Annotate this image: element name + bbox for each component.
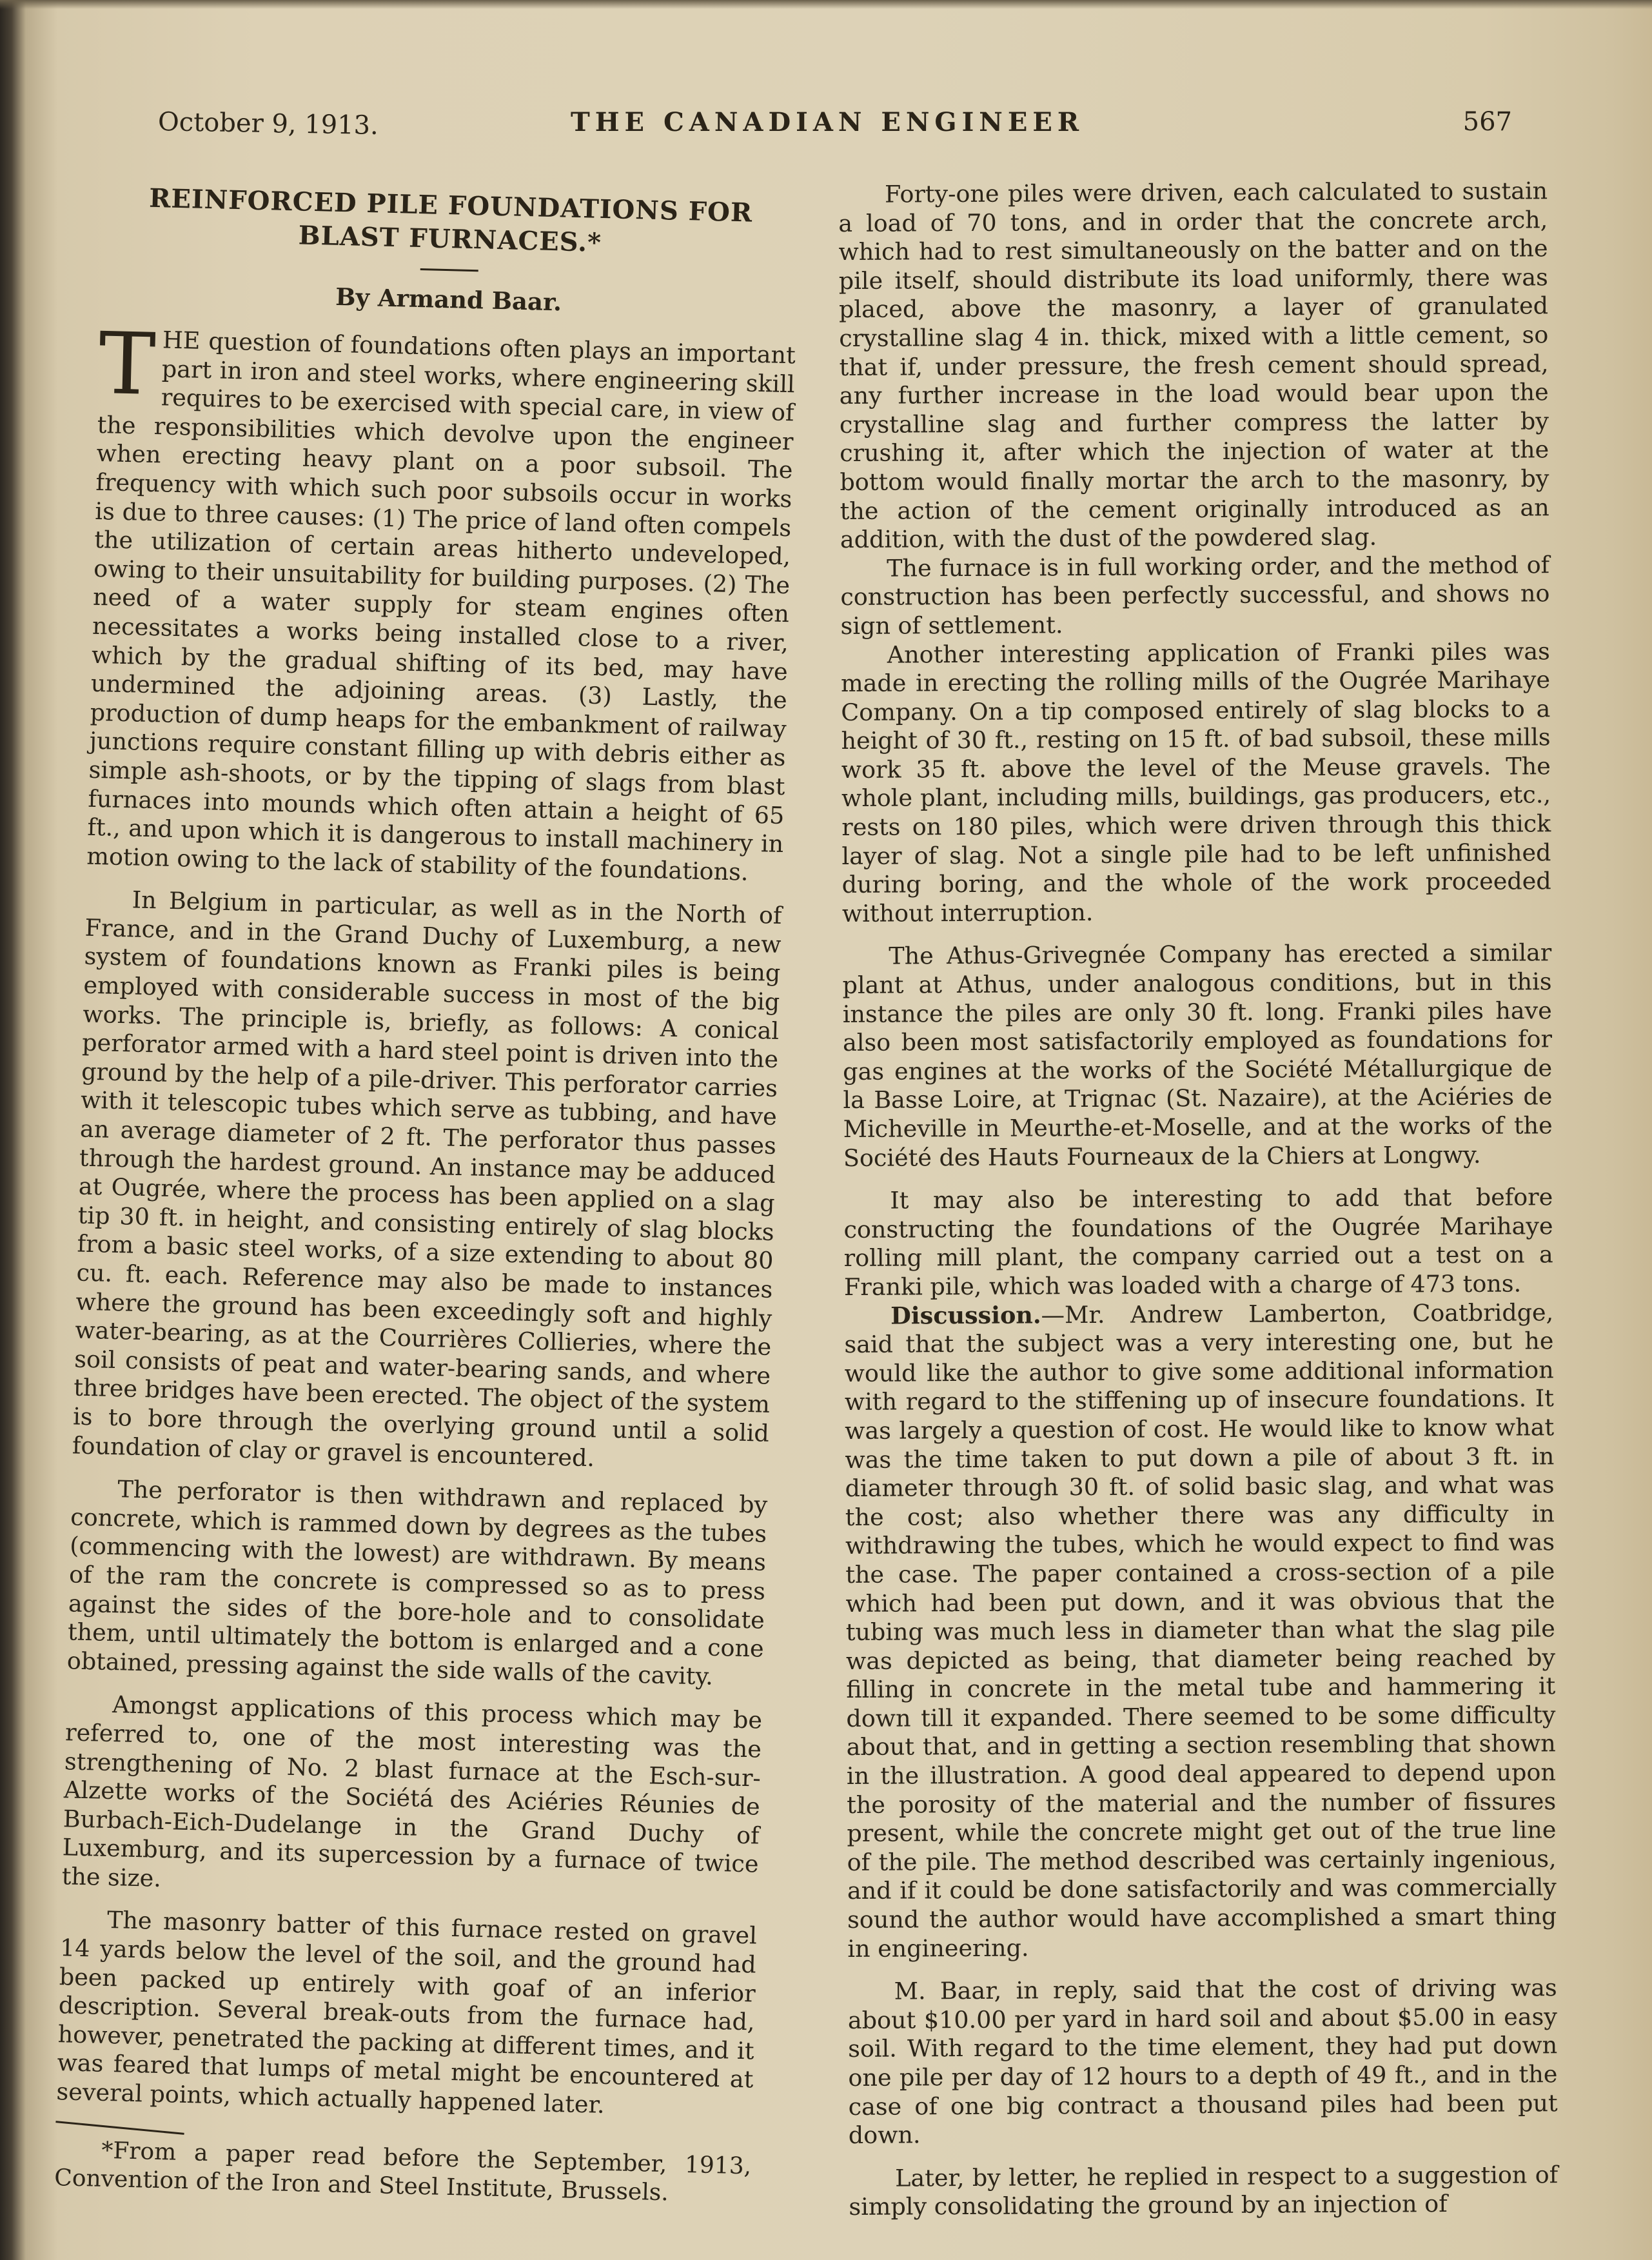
header-date: October 9, 1913.: [157, 107, 379, 141]
paragraph: Amongst applications of this process which may be referred to, one of the most interesting was the strengthening of No. 2 blast furnace at the Esch-sur-Alzette works of the Sociétá des Aciéries Réunies de Burbach-Eich-Dudelange in the Grand Duchy of Luxemburg, and its supercession by a furnace of twice the size.: [61, 1690, 763, 1892]
footnote: *From a paper read before the September, 1913, Convention of the Iron and Steel Institute, Brussels.: [54, 2137, 752, 2206]
page-edge-shadow: [0, 0, 1652, 9]
paragraph: Later, by letter, he replied in respect to a suggestion of simply consolidating the ground by an injection of: [849, 2160, 1559, 2221]
paragraph: THE question of foundations often plays an important part in iron and steel works, where engineering skill requires to be exercised with special care, in view of the responsibilities which devolve upon the engineer when erecting heavy plant on a poor subsoil. The frequency with which such poor subsoils occur in works is due to three causes: (1) The price of land often compels the utilization of certain areas hitherto undeveloped, owing to their unsuitability for building purposes. (2) The need of a water supply for steam engines often necessitates a works being installed close to a river, which by the gradual shifting of its bed, may have undermined the adjoining areas. (3) Lastly, the production of dump heaps for the embankment of railway junctions require constant filling up with debris either as simple ash-shoots, or by the tipping of slags from blast furnaces into mounds which often attain a height of 65 ft., and upon which it is dangerous to install machinery in motion owing to the lack of stability of the foundations.: [86, 313, 796, 886]
paragraph: The Athus-Grivegnée Company has erected a similar plant at Athus, under analogous conditions, but in this instance the piles are only 30 ft. long. Franki piles have also been most satisfactorily employed as foundations for gas engines at the works of the Société Métallurgique de la Basse Loire, at Trignac (St. Nazaire), at the Aciéries de Micheville in Meurthe-et-Moselle, and at the works of the Société des Hauts Fourneaux de la Chiers at Longwy.: [842, 938, 1553, 1172]
left-column: [54, 181, 800, 2209]
discussion-text: —Mr. Andrew Lamberton, Coatbridge, said that the subject was a very interesting one, but he would like the author to give some additional information with regard to the stiffening up of insecure foundations. It was largely a question of cost. He would like to know what was the time taken to put down a pile of about 3 ft. in diameter through 30 ft. of solid basic slag, and what was the cost; also whether there was any difficulty in withdrawing the tubes, which he would expect to find was the case. The paper contained a cross-section of a pile which had been put down, and it was obvious that the tubing was much less in diameter than what the slag pile was depicted as being, that diameter being reached by filling in concrete in the metal tube and hammering it down till it expanded. There seemed to be some difficulty about that, and in getting a section resembling that shown in the illustration. A good deal appeared to depend upon the porosity of the material and the number of fissures present, while the concrete might get out of the true line of the pile. The method described was certainly ingenious, and if it could be done satisfactorily and was commercially sound the author would have accomplished a smart thing in engineering.: [844, 1298, 1557, 1963]
title-rule: [420, 268, 478, 272]
paragraph: In Belgium in particular, as well as in the North of France, and in the Grand Duchy of Luxemburg, a new system of foundations known as Franki piles is being employed with considerable success in most of the big works. The principle is, briefly, as follows: A conical perforator armed with a hard steel point is driven into the ground by the help of a pile-driver. This perforator carries with it telescopic tubes which serve as tubbing, and have an average diameter of 2 ft. The perforator thus passes through the hardest ground. An instance may be adduced at Ougrée, where the process has been applied on a slag tip 30 ft. in height, and consisting entirely of slag blocks from a basic steel works, of a size extending to about 80 cu. ft. each. Reference may also be made to instances where the ground has been exceedingly soft and highly water-bearing, as at the Courrières Collieries, where the soil consists of peat and water-bearing sands, and where three bridges have been erected. The object of the system is to bore through the overlying ground until a solid foundation of clay or gravel is encountered.: [72, 886, 782, 1472]
footnote-rule: [55, 2121, 184, 2135]
paragraph: M. Baar, in reply, said that the cost of driving was about $10.00 per yard in hard soil and about $5.00 in easy soil. With regard to the time element, they had put down one pile per day of 12 hours to a depth of 49 ft., and in the case of one big contract a thousand piles had been put down.: [847, 1974, 1558, 2150]
paragraph: The masonry batter of this furnace rested on gravel 14 yards below the level of the soil, and the ground had been packed up entirely with goaf of an inferior description. Several break-outs from the furnace had, however, penetrated the packing at different times, and it was feared that lumps of metal might be encountered at several points, which actually happened later.: [56, 1906, 758, 2119]
paragraph: Another interesting application of Franki piles was made in erecting the rolling mills of the Ougrée Marihaye Company. On a tip composed entirely of slag blocks to a height of 30 ft., resting on 15 ft. of bad subsoil, these mills work 35 ft. above the level of the Meuse gravels. The whole plant, including mills, buildings, gas producers, etc., rests on 180 piles, which were driven through this thick layer of slag. Not a single pile had to be left unfinished during boring, and the whole of the work proceeded without interruption.: [840, 637, 1551, 927]
discussion-heading: Discussion.: [890, 1300, 1041, 1330]
discussion-paragraph: [844, 1298, 1557, 1963]
paragraph: It may also be interesting to add that before constructing the foundations of the Ougrée Marihaye rolling mill plant, the company carried out a test on a Franki pile, which was loaded with a charge of 473 tons.: [843, 1183, 1553, 1301]
paragraph: The furnace is in full working order, and the method of construction has been perfectly successful, and shows no sign of settlement.: [840, 550, 1550, 640]
paragraph: The perforator is then withdrawn and replaced by concrete, which is rammed down by degrees as the tubes (commencing with the lowest) are withdrawn. By means of the ram the concrete is compressed so as to press against the sides of the bore-hole and to consolidate them, until ultimately the bottom is enlarged and a cone obtained, pressing against the side walls of the cavity.: [66, 1475, 768, 1690]
article-byline: By Armand Baar.: [335, 282, 562, 317]
paragraph: Forty-one piles were driven, each calculated to sustain a load of 70 tons, and in order that the concrete arch, which had to rest simultaneously on the batter and on the pile itself, should distribute its load uniformly, there was placed, above the masonry, a layer of granulated crystalline slag 4 in. thick, mixed with a little cement, so that if, under pressure, the fresh cement should spread, any further increase in the load would bear upon the crystalline slag and further compress the latter by crushing it, after which the injection of water at the bottom would finally mortar the arch to the masonry, by the action of the cement originally introduced as an addition, with the dust of the powdered slag.: [838, 177, 1549, 554]
header-page-number: 567: [1462, 107, 1512, 137]
running-header: [158, 103, 1512, 148]
header-journal-title: THE CANADIAN ENGINEER: [571, 107, 1085, 137]
right-column: [838, 177, 1559, 2222]
article-title: REINFORCED PILE FOUNDATIONS FOR BLAST FURNACES.*: [148, 183, 753, 258]
